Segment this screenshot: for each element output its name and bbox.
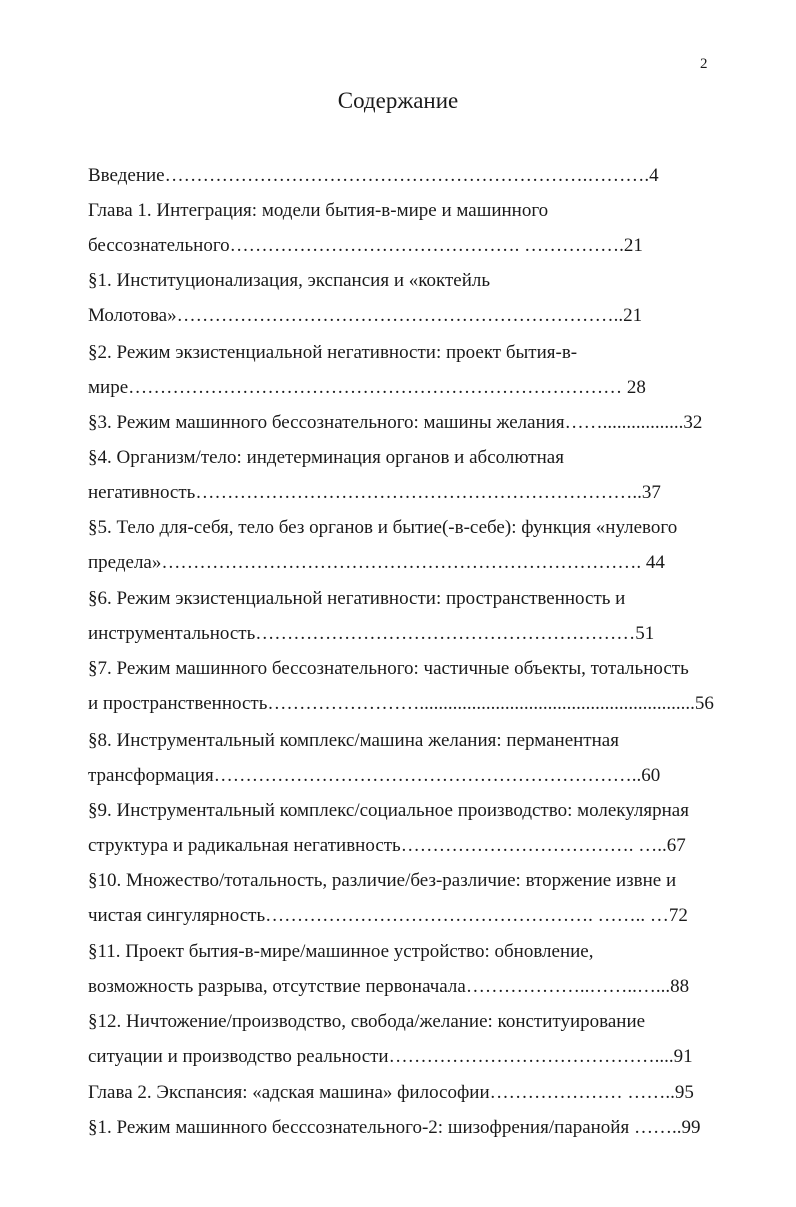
toc-line: Глава 1. Интеграция: модели бытия-в-мире и машинного (88, 200, 549, 221)
toc-line: §2. Режим экзистенциальной негативности: проект бытия-в- (88, 342, 578, 363)
toc-line: Глава 2. Экспансия: «адская машина» философии………………… ……..95 (88, 1082, 694, 1103)
toc-line: §8. Инструментальный комплекс/машина желания: перманентная (88, 730, 619, 751)
toc-line: §3. Режим машинного бессознательного: машины желания…….................32 (88, 412, 703, 433)
toc-line: §12. Ничтожение/производство, свобода/желание: конституирование (88, 1011, 646, 1032)
toc-line: ситуации и производство реальности……………………………………....91 (88, 1046, 693, 1067)
toc-line: трансформация…………………………………………………………..60 (88, 765, 661, 786)
toc-line: мире…………………………………………………………………… 28 (88, 377, 646, 398)
toc-line: бессознательного………………………………………. …………….21 (88, 235, 643, 256)
toc-line: инструментальность……………………………………………………51 (88, 623, 655, 644)
toc-line: §11. Проект бытия-в-мире/машинное устройство: обновление, (88, 941, 594, 962)
toc-line: Молотова»……………………………………………………………..21 (88, 305, 643, 326)
toc-line: §1. Режим машинного бесссознательного-2: шизофрения/паранойя ……..99 (88, 1117, 701, 1138)
toc-line: §6. Режим экзистенциальной негативности: пространственность и (88, 588, 626, 609)
toc-line: и пространственность……………………..........................................................56 (88, 693, 714, 714)
toc-line: §5. Тело для-себя, тело без органов и бытие(-в-себе): функция «нулевого (88, 517, 678, 538)
page-title: Содержание (337, 88, 459, 113)
page-number: 2 (700, 56, 708, 72)
toc-line: предела»…………………………………………………………………. 44 (88, 552, 665, 573)
toc-line: возможность разрыва, отсутствие первоначала………………..……..…...88 (88, 976, 690, 997)
toc-line: негативность……………………………………………………………..37 (88, 482, 661, 503)
toc-line: §10. Множество/тотальность, различие/без-различие: вторжение извне и (88, 870, 677, 891)
toc-line: §9. Инструментальный комплекс/социальное производство: молекулярная (88, 800, 689, 821)
toc-line: чистая сингулярность……………………………………………. …….. …72 (88, 905, 688, 926)
toc-line: §1. Институционализация, экспансия и «коктейль (88, 270, 491, 291)
toc-line: §7. Режим машинного бессознательного: частичные объекты, тотальность (88, 658, 689, 679)
toc-line: структура и радикальная негативность………………………………. …..67 (88, 835, 686, 856)
toc-line: Введение………………………………………………………….……….4 (88, 165, 659, 186)
toc-line: §4. Организм/тело: индетерминация органов и абсолютная (88, 447, 564, 468)
